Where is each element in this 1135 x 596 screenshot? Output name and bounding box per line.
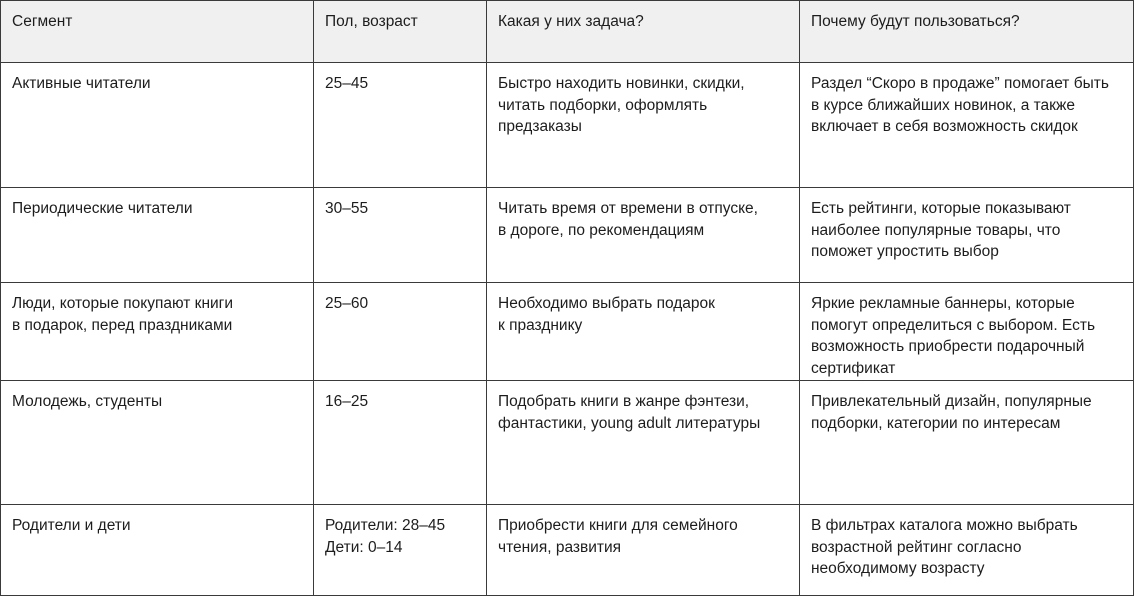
header-age: Пол, возраст: [314, 1, 487, 63]
cell-task: Необходимо выбрать подарок к празднику: [487, 283, 800, 381]
header-task: Какая у них задача?: [487, 1, 800, 63]
cell-segment: Родители и дети: [1, 505, 314, 596]
table-row: [1, 283, 1134, 381]
cell-task: Приобрести книги для семейного чтения, развития: [487, 505, 800, 596]
cell-age: 30–55: [314, 188, 487, 283]
cell-age: 16–25: [314, 381, 487, 505]
header-reason: Почему будут пользоваться?: [800, 1, 1134, 63]
cell-reason: Раздел “Скоро в продаже” помогает быть в курсе ближайших новинок, а также включает в себя возможность скидок: [800, 63, 1134, 188]
cell-reason: В фильтрах каталога можно выбрать возрастной рейтинг согласно необходимому возрасту: [800, 505, 1134, 596]
cell-segment: Люди, которые покупают книги в подарок, перед праздниками: [1, 283, 314, 381]
cell-task: Подобрать книги в жанре фэнтези, фантастики, young adult литературы: [487, 381, 800, 505]
table-row: [1, 63, 1134, 188]
cell-segment: Периодические читатели: [1, 188, 314, 283]
cell-reason: Привлекательный дизайн, популярные подборки, категории по интересам: [800, 381, 1134, 505]
cell-task: Быстро находить новинки, скидки, читать подборки, оформлять предзаказы: [487, 63, 800, 188]
cell-task: Читать время от времени в отпуске, в дороге, по рекомендациям: [487, 188, 800, 283]
cell-age: Родители: 28–45 Дети: 0–14: [314, 505, 487, 596]
cell-reason: Яркие рекламные баннеры, которые помогут определиться с выбором. Есть возможность приобрести подарочный сертификат: [800, 283, 1134, 381]
table-header-row: [1, 1, 1134, 63]
cell-reason: Есть рейтинги, которые показывают наиболее популярные товары, что поможет упростить выбор: [800, 188, 1134, 283]
cell-age: 25–60: [314, 283, 487, 381]
cell-segment: Молодежь, студенты: [1, 381, 314, 505]
header-segment: Сегмент: [1, 1, 314, 63]
cell-segment: Активные читатели: [1, 63, 314, 188]
cell-age: 25–45: [314, 63, 487, 188]
table-row: [1, 188, 1134, 283]
table-row: [1, 505, 1134, 596]
table-row: [1, 381, 1134, 505]
